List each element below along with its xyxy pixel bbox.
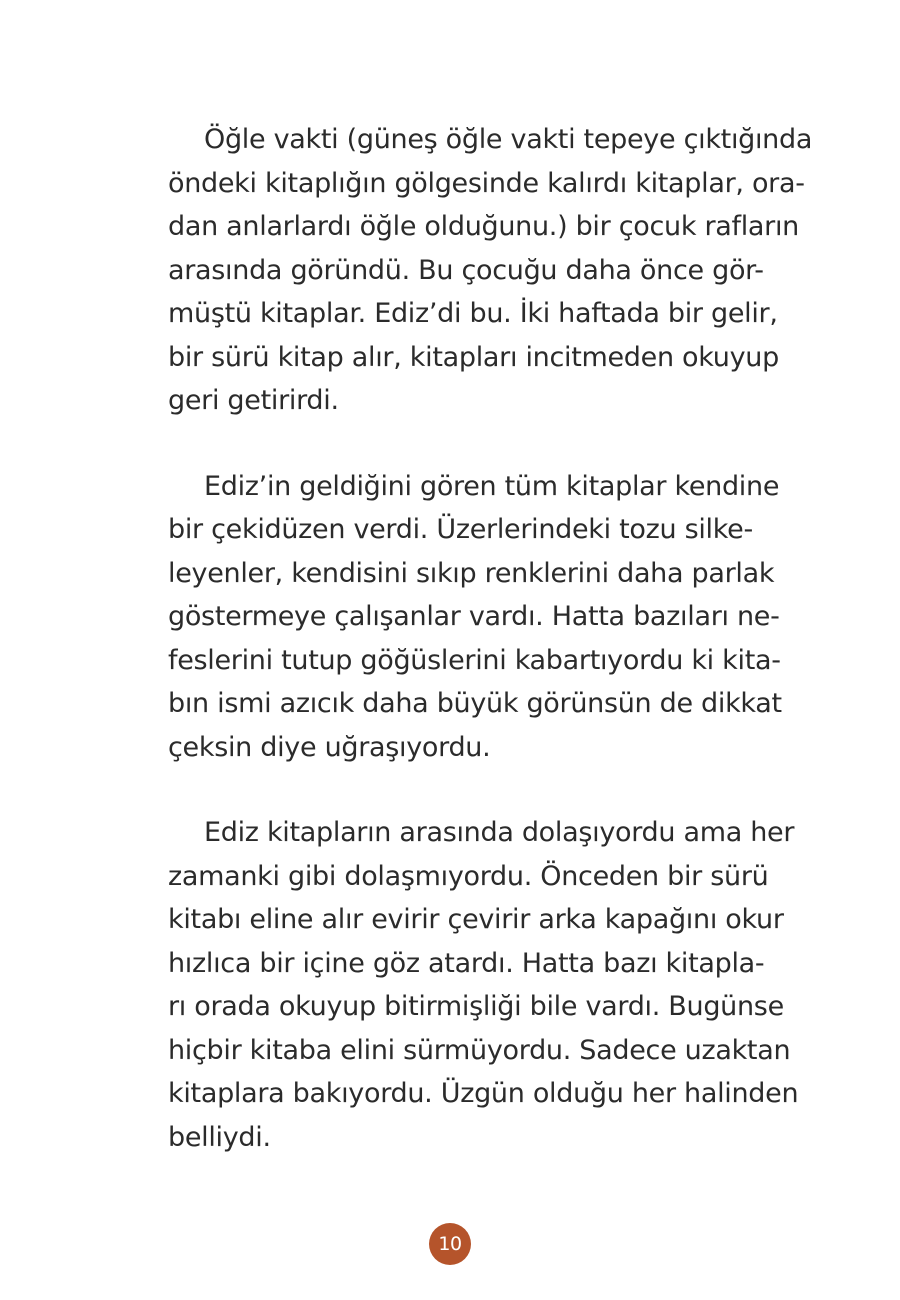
- text-line: geri getirirdi.: [168, 385, 339, 416]
- text-line: Öğle vakti (güneş öğle vakti tepeye çıktığında: [204, 124, 813, 155]
- text-line: hiçbir kitaba elini sürmüyordu. Sadece uzaktan: [168, 1034, 791, 1066]
- text-line: leyenler, kendisini sıkıp renklerini daha parlak: [168, 557, 775, 589]
- text-line: bir sürü kitap alır, kitapları incitmeden okuyup: [168, 341, 779, 373]
- text-line: bir çekidüzen verdi. Üzerlerindeki tozu silke-: [168, 514, 753, 545]
- page-number-badge: 10: [429, 1223, 471, 1265]
- text-line: feslerini tutup göğüslerini kabartıyordu ki kita-: [168, 644, 781, 676]
- text-line: zamanki gibi dolaşmıyordu. Önceden bir sürü: [168, 860, 769, 892]
- paragraph-1: [168, 118, 813, 423]
- text-line: hızlıca bir içine göz atardı. Hatta bazı kitapla-: [168, 947, 765, 979]
- text-line: belliydi.: [168, 1121, 271, 1153]
- text-line: Ediz kitapların arasında dolaşıyordu ama her: [204, 817, 795, 848]
- paragraph-2: [168, 465, 782, 770]
- text-line: öndeki kitaplığın gölgesinde kalırdı kitaplar, ora-: [168, 167, 805, 199]
- text-line: rı orada okuyup bitirmişliği bile vardı. Bugünse: [168, 991, 784, 1022]
- text-line: bın ismi azıcık daha büyük görünsün de dikkat: [168, 688, 782, 719]
- text-line: dan anlarlardı öğle olduğunu.) bir çocuk rafların: [168, 211, 799, 242]
- paragraph-3: [168, 811, 799, 1159]
- text-line: kitaplara bakıyordu. Üzgün olduğu her halinden: [168, 1078, 799, 1109]
- text-line: Ediz’in geldiğini gören tüm kitaplar kendine: [204, 470, 780, 502]
- text-line: müştü kitaplar. Ediz’di bu. İki haftada bir gelir,: [168, 298, 778, 329]
- text-line: arasında göründü. Bu çocuğu daha önce gör-: [168, 254, 764, 286]
- text-line: göstermeye çalışanlar vardı. Hatta bazıları ne-: [168, 601, 780, 632]
- page-body: [168, 118, 813, 1201]
- text-line: çeksin diye uğraşıyordu.: [168, 731, 491, 763]
- text-line: kitabı eline alır evirir çevirir arka kapağını okur: [168, 904, 784, 935]
